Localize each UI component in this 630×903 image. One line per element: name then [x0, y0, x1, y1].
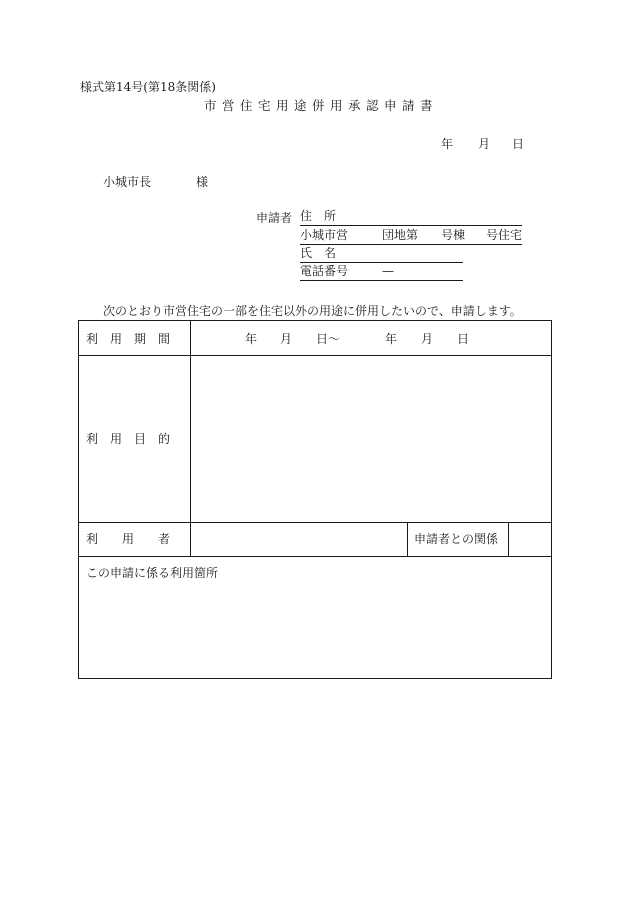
date-month-label: 月 — [478, 137, 491, 151]
period-start-month: 月 — [280, 332, 293, 346]
form-number: 様式第14号(第18条関係) — [80, 80, 216, 94]
user-label: 利 用 者 — [86, 532, 171, 546]
relation-left-divider — [407, 522, 408, 556]
address-label: 住 所 — [300, 209, 337, 223]
statement-text: 次のとおり市営住宅の一部を住宅以外の用途に併用したいので、申請します。 — [103, 304, 522, 318]
period-start-year: 年 — [245, 332, 258, 346]
name-line[interactable] — [300, 246, 463, 263]
period-label: 利 用 期 間 — [86, 332, 171, 346]
row-divider-1 — [79, 355, 551, 356]
page-title: 市営住宅用途併用承認申請書 — [204, 98, 439, 113]
period-end-year: 年 — [385, 332, 398, 346]
applicant-label: 申請者 — [256, 211, 293, 225]
date-year-label: 年 — [441, 137, 454, 151]
purpose-label: 利 用 目 的 — [86, 432, 171, 446]
period-end-day: 日 — [457, 332, 470, 346]
application-table — [78, 320, 552, 679]
relation-right-divider — [508, 522, 509, 556]
housing-complex-label: 団地第 — [382, 228, 419, 242]
housing-unit-label: 号住宅 — [486, 228, 523, 242]
phone-line[interactable] — [300, 264, 463, 281]
phone-label: 電話番号 — [300, 264, 349, 278]
address-line[interactable] — [300, 209, 522, 226]
period-end-month: 月 — [421, 332, 434, 346]
phone-dash: — — [382, 264, 394, 278]
period-start-day: 日～ — [316, 332, 341, 346]
relation-label: 申請者との関係 — [414, 532, 499, 546]
location-label: この申請に係る利用箇所 — [86, 566, 219, 580]
housing-building-label: 号棟 — [441, 228, 466, 242]
name-label: 氏 名 — [300, 246, 337, 260]
addressee-name: 小城市長 — [103, 175, 152, 189]
housing-line[interactable] — [300, 228, 522, 245]
label-column-divider — [190, 321, 191, 556]
housing-prefix: 小城市営 — [300, 228, 349, 242]
date-day-label: 日 — [512, 137, 525, 151]
addressee-suffix: 様 — [196, 175, 209, 189]
row-divider-2 — [79, 522, 551, 523]
row-divider-3 — [79, 556, 551, 557]
